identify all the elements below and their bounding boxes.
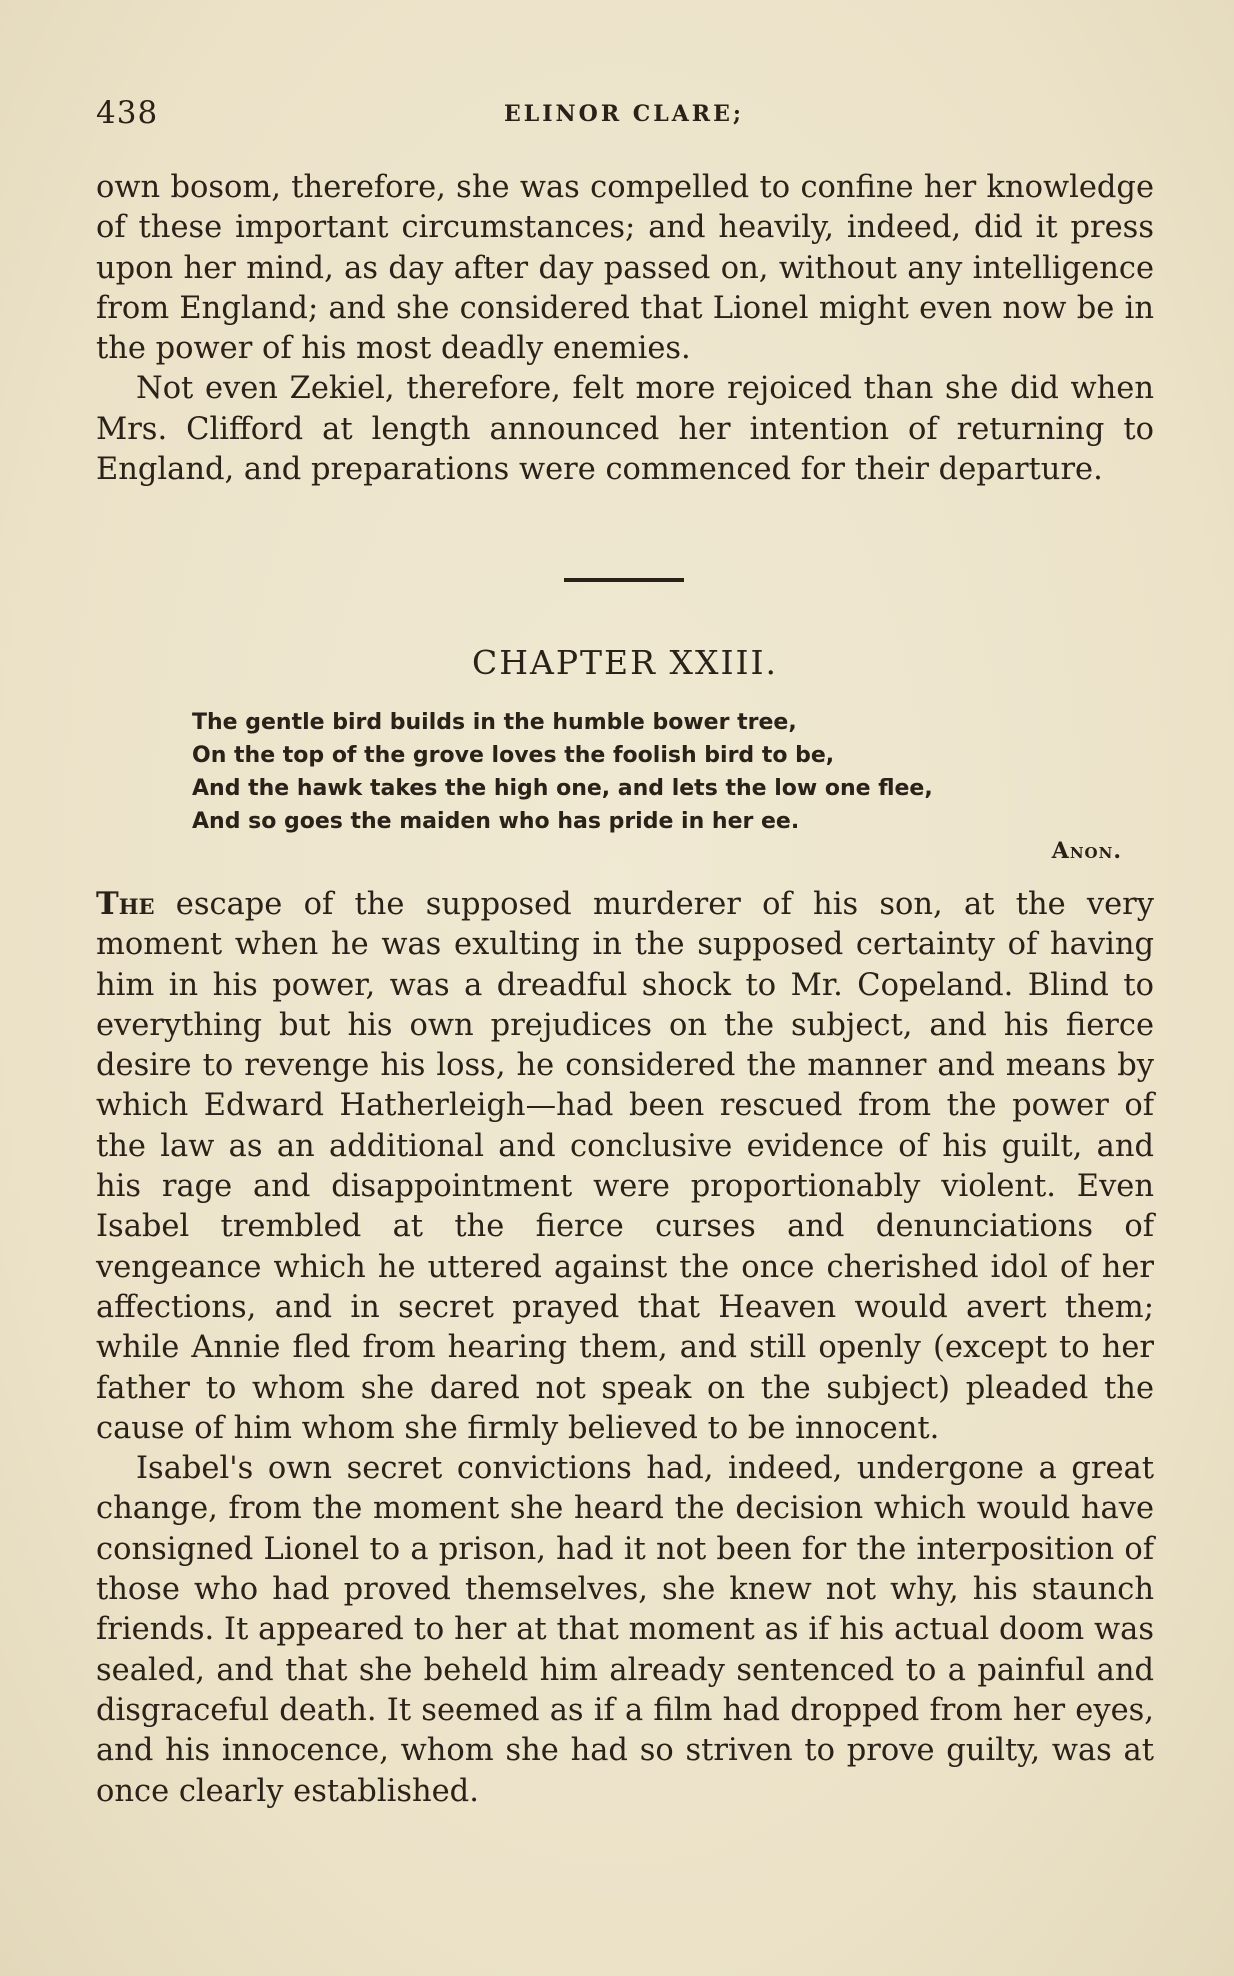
paragraph [96, 884, 1154, 1449]
epigraph [192, 706, 1132, 838]
text-block-top [96, 168, 1154, 490]
paragraph: Not even Zekiel, therefore, felt more rejoiced than she did when Mrs. Clifford at length announced her intention of returning to England, and preparations were commenced for their departure. [96, 371, 1154, 488]
paragraph-text: escape of the supposed murderer of his son, at the very moment when he was exulting in the supposed certainty of having him in his power, was a dreadful shock to Mr. Copeland. Blind to everything but his own prejudices on the subject, and his fierce desire to revenge his loss, he considered the manner and means by which Edward Hatherleigh—had been rescued from the power of the law as an additional and conclusive evidence of his guilt, and his rage and disappointment were proportionably violent. Even Isabel trembled at the fierce curses and denunciations of vengeance which he uttered against the once cherished idol of her affections, and in secret prayed that Heaven would avert them; while Annie fled from hearing them, and still openly (except to her father to whom she dared not speak on the subject) pleaded the cause of him whom she firmly believed to be innocent. [96, 887, 1154, 1446]
epigraph-line: And so goes the maiden who has pride in her ee. [192, 809, 800, 834]
epigraph-line: And the hawk takes the high one, and lets the low one flee, [192, 776, 933, 801]
epigraph-line: The gentle bird builds in the humble bower tree, [192, 710, 797, 735]
attribution-text: Anon. [1051, 838, 1122, 864]
page-header [96, 95, 1152, 135]
paragraph: own bosom, therefore, she was compelled to confine her knowledge of these important circumstances; and heavily, indeed, did it press upon her mind, as day after day passed on, without any intelligence from England; and she considered that Lionel might even now be in the power of his most deadly enemies. [96, 170, 1154, 367]
text-block-bottom [96, 884, 1154, 1812]
section-divider [564, 578, 684, 582]
chapter-title: CHAPTER XXIII. [471, 643, 779, 682]
running-head: ELINOR CLARE; [504, 101, 744, 127]
page-number: 438 [96, 95, 159, 131]
paragraph: Isabel's own secret convictions had, indeed, undergone a great change, from the moment she heard the decision which would have consigned Lionel to a prison, had it not been for the interposition of those who had proved themselves, she knew not why, his staunch friends. It appeared to her at that moment as if his actual doom was sealed, and that she beheld him already sentenced to a painful and disgraceful death. It seemed as if a film had dropped from her eyes, and his innocence, whom she had so striven to prove guilty, was at once clearly established. [96, 1451, 1154, 1809]
epigraph-attribution [192, 838, 1122, 864]
epigraph-line: On the top of the grove loves the foolish bird to be, [192, 743, 835, 768]
paragraph-lead-word: The [96, 886, 155, 922]
